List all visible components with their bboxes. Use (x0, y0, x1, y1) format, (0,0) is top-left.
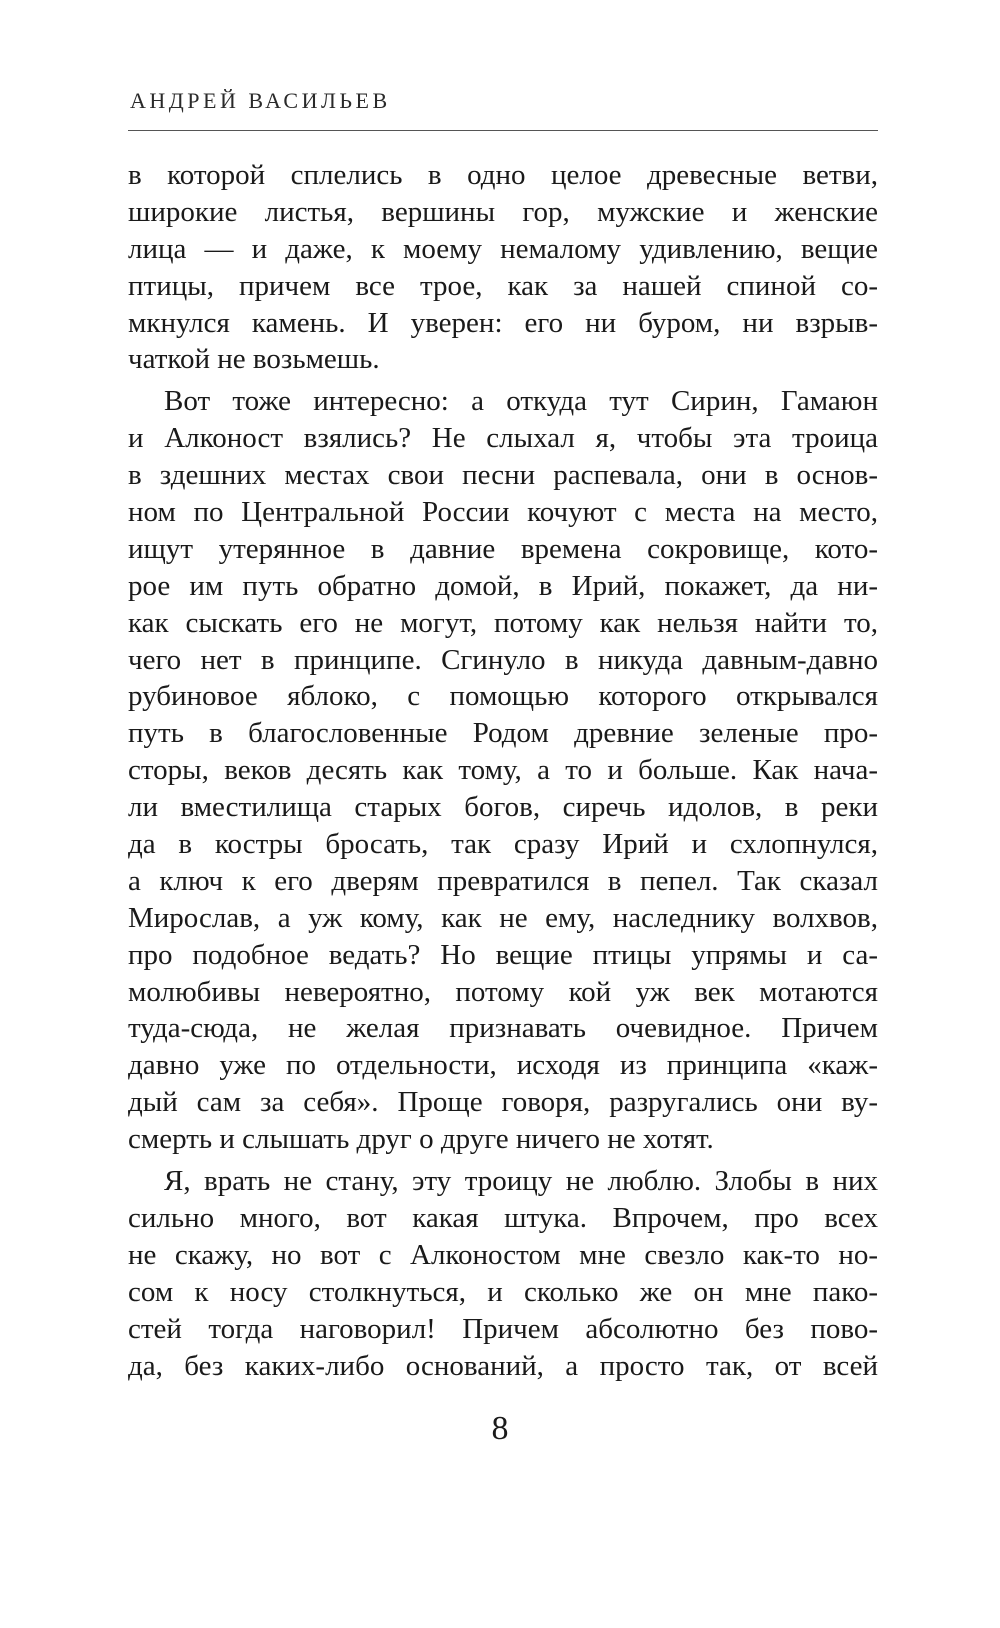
text-line: сильно много, вот какая штука. Впрочем, про всех (128, 1201, 878, 1234)
text-line: ищут утерянное в давние времена сокровище, кото- (128, 532, 878, 565)
header-rule (128, 130, 878, 131)
text-line: не скажу, но вот с Алконостом мне свезло как-то но- (128, 1238, 878, 1271)
text-line: Мирослав, а уж кому, как не ему, наследнику волхвов, (128, 901, 878, 934)
text-line: путь в благословенные Родом древние зеленые про- (128, 717, 878, 750)
text-line: как сыскать его не могут, потому как нельзя найти то, (128, 606, 878, 639)
text-line: да в костры бросать, так сразу Ирий и схлопнулся, (128, 828, 878, 861)
text-line: лица — и даже, к моему немалому удивлению, вещие (128, 232, 878, 265)
text-line: широкие листья, вершины гор, мужские и женские (128, 195, 878, 228)
text-line: птицы, причем все трое, как за нашей спиной со- (128, 269, 878, 302)
text-line: стей тогда наговорил! Причем абсолютно без пово- (128, 1312, 878, 1345)
text-line: сторы, веков десять как тому, а то и больше. Как нача- (128, 754, 878, 787)
text-line: и Алконост взялись? Не слыхал я, чтобы эта троица (128, 422, 878, 455)
text-line: Вот тоже интересно: а откуда тут Сирин, Гамаюн (164, 385, 878, 418)
paragraph (128, 383, 878, 1158)
text-line: туда-сюда, не желая признавать очевидное. Причем (128, 1012, 878, 1045)
text-line: ном по Центральной России кочуют с места на место, (128, 496, 878, 529)
text-line: рое им путь обратно домой, в Ирий, покажет, да ни- (128, 569, 878, 602)
text-line: чего нет в принципе. Сгинуло в никуда давным-давно (128, 643, 878, 676)
paragraph (128, 157, 878, 378)
text-line: про подобное ведать? Но вещие птицы упрямы и са- (128, 938, 878, 971)
text-line: мкнулся камень. И уверен: его ни буром, ни взрыв- (128, 306, 878, 339)
text-line: молюбивы невероятно, потому кой уж век мотаются (128, 975, 878, 1008)
text-line: в которой сплелись в одно целое древесные ветви, (128, 159, 878, 191)
text-line: да, без каких-либо оснований, а просто так, от всей (128, 1349, 878, 1382)
text-line: Я, врать не стану, эту троицу не люблю. Злобы в них (164, 1165, 878, 1198)
text-line: сом к носу столкнуться, и сколько же он мне пако- (128, 1275, 878, 1308)
page-number: 8 (491, 1410, 509, 1447)
text-line: смерть и слышать друг о друге ничего не хотят. (128, 1123, 714, 1156)
text-line: дый сам за себя». Проще говоря, разругались они ву- (128, 1086, 878, 1119)
text-line: давно уже по отдельности, исходя из принципа «каж- (128, 1049, 878, 1082)
running-head-author: АНДРЕЙ ВАСИЛЬЕВ (130, 88, 391, 113)
text-line: а ключ к его дверям превратился в пепел. Так сказал (128, 864, 878, 897)
paragraph (128, 1163, 878, 1384)
text-line: чаткой не возьмешь. (128, 343, 380, 376)
text-line: в здешних местах свои песни распевала, они в основ- (128, 459, 878, 492)
body-text (128, 157, 878, 1384)
text-line: рубиновое яблоко, с помощью которого открывался (128, 680, 878, 713)
text-line: ли вместилища старых богов, сиречь идолов, в реки (128, 791, 878, 824)
